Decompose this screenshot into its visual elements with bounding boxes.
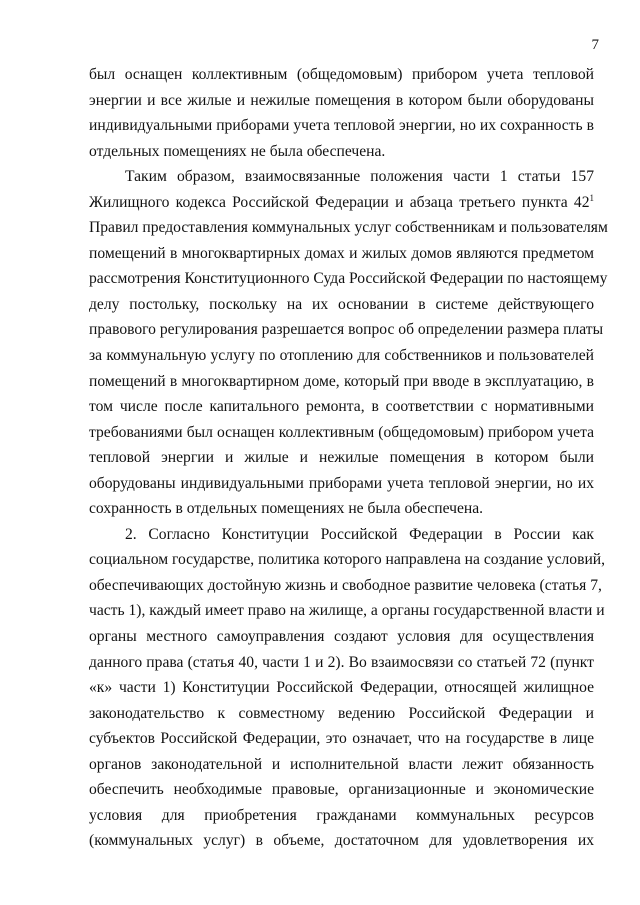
text-line [89, 139, 594, 165]
text-line [89, 650, 594, 676]
text-line-content: данного права (статья 40, части 1 и 2). Во взаимосвязи со статьей 72 (пункт [89, 653, 594, 671]
text-line [89, 675, 594, 701]
text-line [89, 190, 594, 216]
text-line-content: органов законодательной и исполнительной власти лежит обязанность [89, 755, 594, 773]
text-line [89, 777, 594, 803]
text-line [89, 624, 594, 650]
text-line [89, 471, 594, 497]
text-line-content: часть 1), каждый имеет право на жилище, а органы государственной власти и [89, 602, 605, 620]
text-line-content: 2. Согласно Конституции Российской Федерации в России как [125, 525, 594, 543]
text-line-content: (коммунальных услуг) в объеме, достаточном для удовлетворения их [89, 832, 594, 850]
text-line [89, 803, 594, 829]
document-body [89, 62, 608, 854]
text-line-content: рассмотрения Конституционного Суда Российской Федерации по настоящему [89, 270, 608, 288]
text-line [89, 445, 594, 471]
text-line-content: был оснащен коллективным (общедомовым) прибором учета тепловой [89, 66, 594, 83]
text-line-content: индивидуальными приборами учета тепловой энергии, но их сохранность в [89, 117, 594, 135]
text-line [89, 241, 594, 267]
text-line-content: за коммунальную услугу по отоплению для собственников и пользователей [89, 347, 594, 365]
text-line-content: обеспечить необходимые правовые, организационные и экономические [89, 781, 594, 799]
text-line [89, 752, 594, 778]
text-line [89, 701, 594, 727]
text-line-content: оборудованы индивидуальными приборами учета тепловой энергии, но их [89, 474, 594, 492]
text-line [89, 522, 594, 548]
text-line [89, 292, 594, 318]
text-line [89, 828, 594, 854]
text-line-content: обеспечивающих достойную жизнь и свободное развитие человека (статья 7, [89, 576, 602, 594]
text-line-content: помещений в многоквартирном доме, который при вводе в эксплуатацию, в [89, 372, 594, 390]
text-line [89, 317, 604, 343]
text-line-content: энергии и все жилые и нежилые помещения в котором были оборудованы [89, 91, 594, 109]
text-line-content: законодательство к совместному ведению Российской Федерации и [89, 704, 594, 722]
text-line-content: делу постольку, поскольку на их основании в системе действующего [89, 295, 594, 313]
text-line-content: Таким образом, взаимосвязанные положения части 1 статьи 157 [125, 168, 594, 186]
text-line [89, 113, 594, 139]
footnote-superscript: 1 [589, 192, 594, 203]
page-number: 7 [591, 37, 599, 53]
text-line [89, 726, 594, 752]
text-line-content: субъектов Российской Федерации, это означает, что на государстве в лице [89, 730, 594, 748]
text-line-content: правового регулирования разрешается вопрос об определении размера платы [89, 321, 604, 339]
text-line-content: условия для приобретения гражданами коммунальных ресурсов [89, 806, 594, 824]
text-line [89, 62, 594, 88]
text-line [89, 573, 602, 599]
text-line [89, 88, 594, 114]
text-line-content: помещений в многоквартирных домах и жилых домов являются предметом [89, 244, 594, 262]
text-line-content: Правил предоставления коммунальных услуг собственникам и пользователям [89, 219, 608, 237]
text-line-content: органы местного самоуправления создают условия для осуществления [89, 628, 594, 646]
text-line [89, 215, 608, 241]
text-line [89, 420, 594, 446]
text-line-content: Жилищного кодекса Российской Федерации и абзаца третьего пункта 42 [89, 193, 590, 211]
text-line [89, 496, 594, 522]
text-line-content: социальном государстве, политика которого направлена на создание условий, [89, 551, 606, 569]
text-line [89, 164, 594, 190]
text-line [89, 547, 606, 573]
text-line [89, 266, 608, 292]
text-line-content: сохранность в отдельных помещениях не была обеспечена. [89, 500, 484, 518]
text-line [89, 343, 594, 369]
text-line-content: «к» части 1) Конституции Российской Федерации, относящей жилищное [89, 679, 594, 697]
text-line [89, 369, 594, 395]
text-line-content: требованиями был оснащен коллективным (общедомовым) прибором учета [89, 423, 594, 441]
text-line-content: отдельных помещениях не была обеспечена. [89, 142, 386, 160]
text-line [89, 598, 605, 624]
text-line [89, 394, 594, 420]
text-line-content: том числе после капитального ремонта, в соответствии с нормативными [89, 398, 594, 416]
text-line-content: тепловой энергии и жилые и нежилые помещения в котором были [89, 449, 594, 467]
